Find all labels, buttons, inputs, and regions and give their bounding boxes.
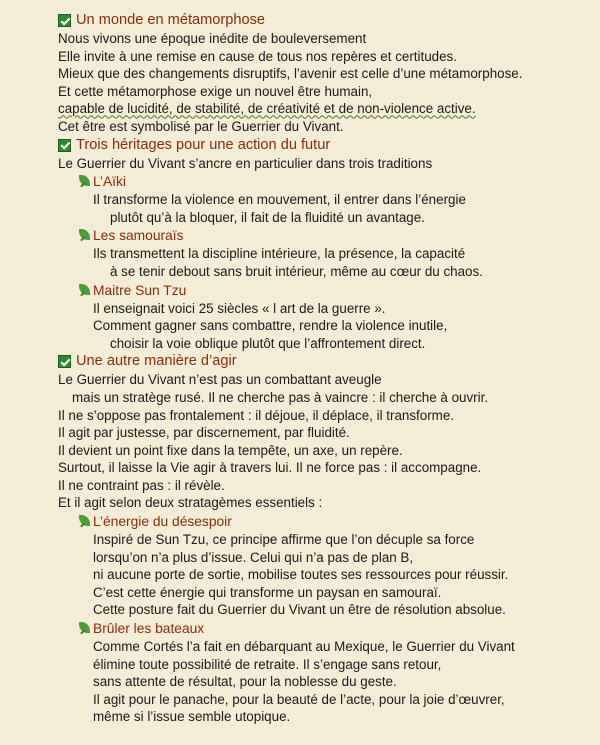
text-line: mais un stratège rusé. Il ne cherche pas à vaincre : il cherche à ouvrir.	[72, 389, 489, 405]
sub-title: L’énergie du désespoir	[93, 514, 232, 530]
text-line: Comme Cortés l’a fait en débarquant au Mexique, le Guerrier du Vivant	[93, 639, 515, 655]
section-title: Une autre manière d’agir	[76, 353, 237, 370]
text-line: Il agit pour le panache, pour la beauté de l’acte, pour la joie d’œuvrer,	[93, 691, 505, 707]
text-line: Cet être est symbolisé par le Guerrier du Vivant.	[58, 118, 344, 134]
text-line: Mieux que des changements disruptifs, l’avenir est celle d’une métamorphose.	[58, 66, 523, 82]
text-line: élimine toute possibilité de retraite. Il s’engage sans retour,	[93, 656, 442, 672]
text-line: Il agit par justesse, par discernement, par fluidité.	[58, 425, 350, 441]
sub-heading	[58, 512, 600, 531]
text-line: Et cette métamorphose exige un nouvel être humain,	[58, 83, 373, 99]
text-line: plutôt qu’à la bloquer, il fait de la fluidité un avantage.	[110, 209, 425, 225]
text-line: Ils transmettent la discipline intérieure, la présence, la capacité	[93, 246, 466, 262]
section-heading	[58, 136, 600, 155]
leaf-icon	[79, 515, 90, 526]
checkbox-icon	[58, 14, 71, 27]
checkbox-icon	[58, 355, 71, 368]
sub-heading	[58, 172, 600, 191]
section-title: Un monde en métamorphose	[76, 12, 266, 28]
text-line: choisir la voie oblique plutôt que l’affrontement direct.	[110, 335, 426, 351]
text-line: Il enseignait voici 25 siècles « l art de la guerre ».	[93, 300, 386, 316]
section-title: Trois héritages pour une action du futur	[76, 136, 331, 153]
text-line: Comment gagner sans combattre, rendre la violence inutile,	[93, 318, 448, 334]
leaf-icon	[79, 622, 90, 633]
text-line: lorsqu’on n’a plus d’issue. Celui qui n’a pas de plan B,	[93, 549, 414, 565]
section-heading	[58, 11, 600, 30]
text-line: Il transforme la violence en mouvement, il entrer dans l’énergie	[93, 192, 466, 208]
text-line: même si l’issue semble utopique.	[93, 709, 291, 725]
text-line: Cette posture fait du Guerrier du Vivant un être de résolution absolue.	[93, 602, 506, 618]
text-line: Et il agit selon deux stratagèmes essentiels :	[58, 495, 323, 511]
text-line: à se tenir debout sans bruit intérieur, même au cœur du chaos.	[110, 263, 483, 279]
section-heading	[58, 352, 600, 371]
text-line: Surtout, il laisse la Vie agir à travers lui. Il ne force pas : il accompagne.	[58, 460, 482, 476]
sub-title: Les samouraïs	[93, 228, 184, 244]
checkbox-icon	[58, 139, 71, 152]
text-line: C’est cette énergie qui transforme un paysan en samouraï.	[93, 584, 442, 600]
text-line: sans attente de résultat, pour la noblesse du geste.	[93, 674, 397, 690]
text-line: Elle invite à une remise en cause de tous nos repères et certitudes.	[58, 48, 457, 64]
text-line: Inspiré de Sun Tzu, ce principe affirme que l’on décuple sa force	[93, 532, 475, 548]
leaf-icon	[79, 175, 90, 186]
text-line: Il ne contraint pas : il révèle.	[58, 477, 225, 493]
text-line: Le Guerrier du Vivant s’ancre en particulier dans trois traditions	[58, 155, 433, 171]
text-line: ni aucune porte de sortie, mobilise toutes ses ressources pour réussir.	[93, 567, 509, 583]
sub-heading	[58, 619, 600, 638]
sub-title: L’Aïki	[93, 174, 126, 190]
sub-heading	[58, 226, 600, 245]
text-line: Il ne s’oppose pas frontalement : il déjoue, il déplace, il transforme.	[58, 407, 454, 423]
text-line: Nous vivons une époque inédite de bouleversement	[58, 31, 367, 46]
sub-title: Brûler les bateaux	[93, 621, 205, 637]
sub-title: Maitre Sun Tzu	[93, 282, 187, 298]
text-line: capable de lucidité, de stabilité, de créativité et de non-violence active.	[58, 101, 476, 117]
leaf-icon	[79, 229, 90, 240]
leaf-icon	[79, 284, 90, 295]
text-line: Le Guerrier du Vivant n’est pas un combattant aveugle	[58, 372, 382, 388]
sub-heading	[58, 281, 600, 300]
text-line: Il devient un point fixe dans la tempête, un axe, un repère.	[58, 442, 403, 458]
